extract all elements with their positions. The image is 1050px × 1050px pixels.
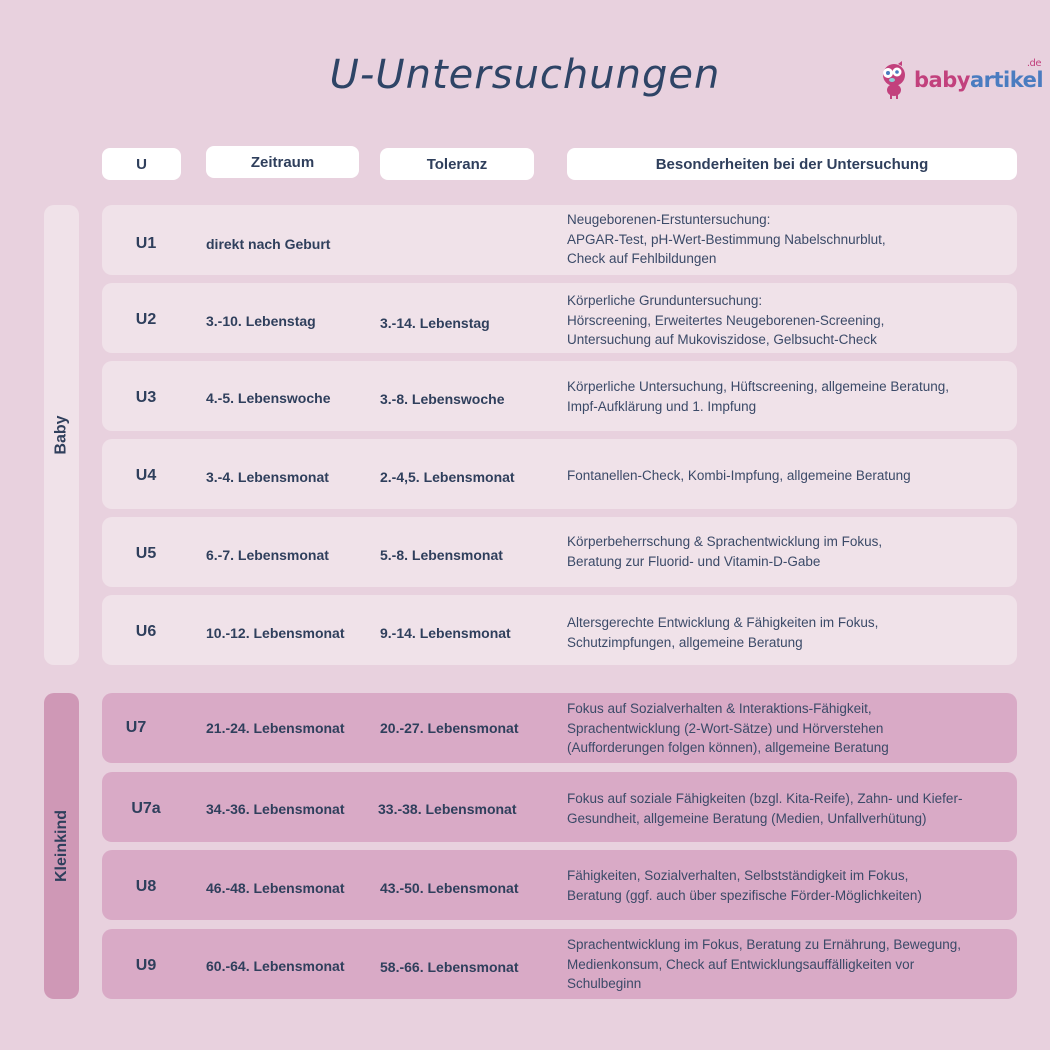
cell-u: U6: [135, 623, 157, 640]
cell-besonderheiten: Fokus auf Sozialverhalten & Interaktions-Fähigkeit, Sprachentwicklung (2-Wort-Sätze) und Hörverstehen (Aufforderungen folgen können), allgemeine Beratung: [567, 701, 889, 755]
cell-zeitraum: 3.-4. Lebensmonat: [206, 469, 329, 485]
cell-u: U9: [135, 957, 157, 974]
cell-zeitraum: direkt nach Geburt: [206, 236, 331, 252]
cell-zeitraum: 34.-36. Lebensmonat: [206, 801, 345, 817]
table-row-u4: [102, 439, 1017, 509]
column-header-zeitraum: Zeitraum: [206, 146, 359, 178]
cell-besonderheiten: Fähigkeiten, Sozialverhalten, Selbstständigkeit im Fokus, Beratung (ggf. auch über spezifische Förder-Möglichkeiten): [567, 868, 922, 903]
table-row-u1: [102, 205, 1017, 275]
cell-besonderheiten: Fontanellen-Check, Kombi-Impfung, allgemeine Beratung: [567, 468, 911, 483]
cell-toleranz: 43.-50. Lebensmonat: [380, 880, 519, 896]
table-row-u7: [102, 693, 1017, 763]
cell-zeitraum: 60.-64. Lebensmonat: [206, 958, 345, 974]
page-title: U-Untersuchungen: [329, 52, 721, 98]
brand-name: babyartikel .de: [914, 58, 1044, 92]
group-label-kleinkind: Kleinkind: [44, 693, 79, 999]
column-header-toleranz: Toleranz: [380, 148, 534, 180]
cell-toleranz: 2.-4,5. Lebensmonat: [380, 469, 515, 485]
brand-logo[interactable]: [876, 60, 1043, 100]
cell-u: U4: [135, 467, 157, 484]
cell-besonderheiten: Körperliche Grunduntersuchung: Hörscreening, Erweitertes Neugeborenen-Screening, Untersuchung auf Mukoviszidose, Gelbsucht-Check: [567, 293, 885, 347]
cell-u: U3: [135, 389, 157, 406]
table-row-u7a: [102, 772, 1017, 842]
cell-u: U1: [135, 235, 157, 252]
cell-zeitraum: 6.-7. Lebensmonat: [206, 547, 329, 563]
cell-u: U7a: [131, 800, 161, 817]
table-row-u9: [102, 929, 1017, 999]
cell-zeitraum: 3.-10. Lebenstag: [206, 313, 316, 329]
group-label-baby: Baby: [44, 205, 79, 665]
cell-toleranz: 3.-8. Lebenswoche: [380, 391, 505, 407]
cell-zeitraum: 21.-24. Lebensmonat: [206, 720, 345, 736]
cell-besonderheiten: Körperliche Untersuchung, Hüftscreening, allgemeine Beratung, Impf-Aufklärung und 1. Impfung: [567, 379, 949, 414]
cell-zeitraum: 10.-12. Lebensmonat: [206, 625, 345, 641]
cell-toleranz: 58.-66. Lebensmonat: [380, 959, 519, 975]
table-row-u6: [102, 595, 1017, 665]
cell-u: U2: [135, 311, 157, 328]
bird-mascot-icon: [876, 60, 912, 100]
table-row-u3: [102, 361, 1017, 431]
column-header-u: U: [102, 148, 181, 180]
cell-toleranz: 5.-8. Lebensmonat: [380, 547, 503, 563]
column-header-besonderheiten: Besonderheiten bei der Untersuchung: [567, 148, 1017, 180]
cell-zeitraum: 4.-5. Lebenswoche: [206, 390, 331, 406]
cell-besonderheiten: Körperbeherrschung & Sprachentwicklung im Fokus, Beratung zur Fluorid- und Vitamin-D-Gabe: [567, 534, 883, 569]
cell-u: U5: [135, 545, 157, 562]
cell-besonderheiten: Altersgerechte Entwicklung & Fähigkeiten im Fokus, Schutzimpfungen, allgemeine Beratung: [567, 615, 879, 650]
table-row-u2: [102, 283, 1017, 353]
cell-toleranz: 20.-27. Lebensmonat: [380, 720, 519, 736]
cell-besonderheiten: Fokus auf soziale Fähigkeiten (bzgl. Kita-Reife), Zahn- und Kiefer- Gesundheit, allgemeine Beratung (Medien, Unfallverhütung): [567, 791, 963, 826]
table-row-u5: [102, 517, 1017, 587]
cell-toleranz: 9.-14. Lebensmonat: [380, 625, 511, 641]
cell-toleranz: 3.-14. Lebenstag: [380, 315, 490, 331]
cell-zeitraum: 46.-48. Lebensmonat: [206, 880, 345, 896]
cell-toleranz: 33.-38. Lebensmonat: [378, 801, 517, 817]
cell-besonderheiten: Sprachentwicklung im Fokus, Beratung zu Ernährung, Bewegung, Medienkonsum, Check auf Entwicklungsauffälligkeiten vor Schulbeginn: [567, 937, 961, 991]
cell-u: U7: [125, 719, 147, 736]
cell-u: U8: [135, 878, 157, 895]
table-row-u8: [102, 850, 1017, 920]
cell-besonderheiten: Neugeborenen-Erstuntersuchung: APGAR-Test, pH-Wert-Bestimmung Nabelschnurblut, Check auf Fehlbildungen: [567, 212, 886, 266]
